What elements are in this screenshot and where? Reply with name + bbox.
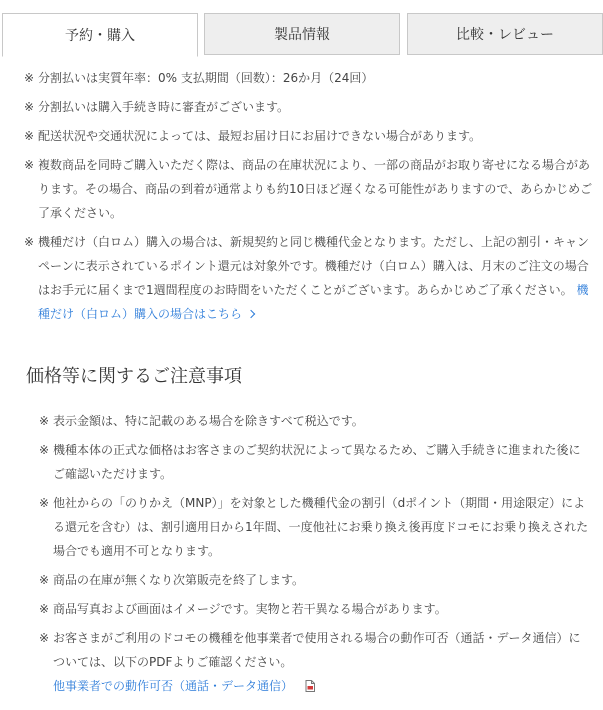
other-carrier-compatibility-pdf-link[interactable] (53, 679, 315, 693)
note-mark: ※ (39, 414, 50, 428)
note-mark: ※ (24, 158, 35, 172)
note-mark: ※ (24, 235, 35, 249)
tab-reserve-purchase[interactable]: 予約・購入 (2, 13, 198, 57)
note-mark: ※ (39, 496, 50, 510)
note-other-carrier (39, 626, 589, 674)
note-text: 商品の在庫が無くなり次第販売を終了します。 (53, 573, 305, 587)
note-text: 表示金額は、特に記載のある場合を除きすべて税込です。 (53, 414, 364, 428)
note-text: 分割払いは実質年率：0% 支払期間（回数）：26か月（24回） (38, 71, 374, 85)
note-text: 商品写真および画面はイメージです。実物と若干異なる場合があります。 (53, 602, 447, 616)
note-text: 他社からの「のりかえ（MNP）」を対象とした機種代金の割引（dポイント（期間・用途限定）による還元を含む）は、割引適用日から1年間、一度他社にお乗り換え後再度ドコモにお乗り換えされた場合でも適用不可となります。 (53, 496, 589, 558)
note-tax-included (39, 409, 589, 433)
note-mark: ※ (39, 443, 50, 457)
note-text: 機種本体の正式な価格はお客さまのご契約状況によって異なるため、ご購入手続きに進まれた後にご確認いただけます。 (53, 443, 581, 481)
note-mark: ※ (39, 573, 50, 587)
note-text: 分割払いは購入手続き時に審査がございます。 (38, 100, 290, 114)
pdf-icon (305, 680, 315, 692)
tab-product-info[interactable]: 製品情報 (204, 13, 400, 55)
note-images (39, 597, 589, 621)
note-mark: ※ (39, 631, 50, 645)
note-mark: ※ (24, 100, 35, 114)
note-installment-rate (24, 66, 594, 90)
note-mark: ※ (39, 602, 50, 616)
note-delivery (24, 124, 594, 148)
pdf-link-label: 他事業者での動作可否（通話・データ通信） (53, 679, 294, 693)
note-sim-free (24, 230, 594, 326)
note-text: 機種だけ（白ロム）購入の場合は、新規契約と同じ機種代金となります。ただし、上記の割引・キャンペーンに表示されているポイント還元は対象外です。機種だけ（白ロム）購入は、月末のご注文の場合はお手元に届くまで1週間程度のお時間をいただくことがございます。あらかじめご了承ください。 (38, 235, 590, 297)
note-mark: ※ (24, 71, 35, 85)
note-text: お客さまがご利用のドコモの機種を他事業者で使用される場合の動作可否（通話・データ通信）については、以下のPDFよりご確認ください。 (53, 631, 581, 669)
chevron-right-icon (247, 310, 255, 318)
note-mark: ※ (24, 129, 35, 143)
tab-compare-review[interactable]: 比較・レビュー (407, 13, 603, 55)
pdf-link-row (53, 676, 315, 696)
purchase-notes (24, 66, 594, 331)
note-official-price (39, 438, 589, 486)
note-stock (39, 568, 589, 592)
note-multiple-items (24, 153, 594, 225)
price-notes (39, 409, 589, 679)
section-title: 価格等に関するご注意事項 (26, 366, 242, 387)
note-text: 複数商品を同時ご購入いただく際は、商品の在庫状況により、一部の商品がお取り寄せになる場合があります。その場合、商品の到着が通常よりも約10日ほど遅くなる可能性がありますので、あらかじめご了承ください。 (38, 158, 593, 220)
note-text: 配送状況や交通状況によっては、最短お届け日にお届けできない場合があります。 (38, 129, 482, 143)
note-installment-screening (24, 95, 594, 119)
sim-free-link-label: 機種だけ（白ロム）購入の場合はこちら (38, 283, 589, 321)
product-tabs (0, 13, 603, 57)
note-mnp-discount (39, 491, 589, 563)
